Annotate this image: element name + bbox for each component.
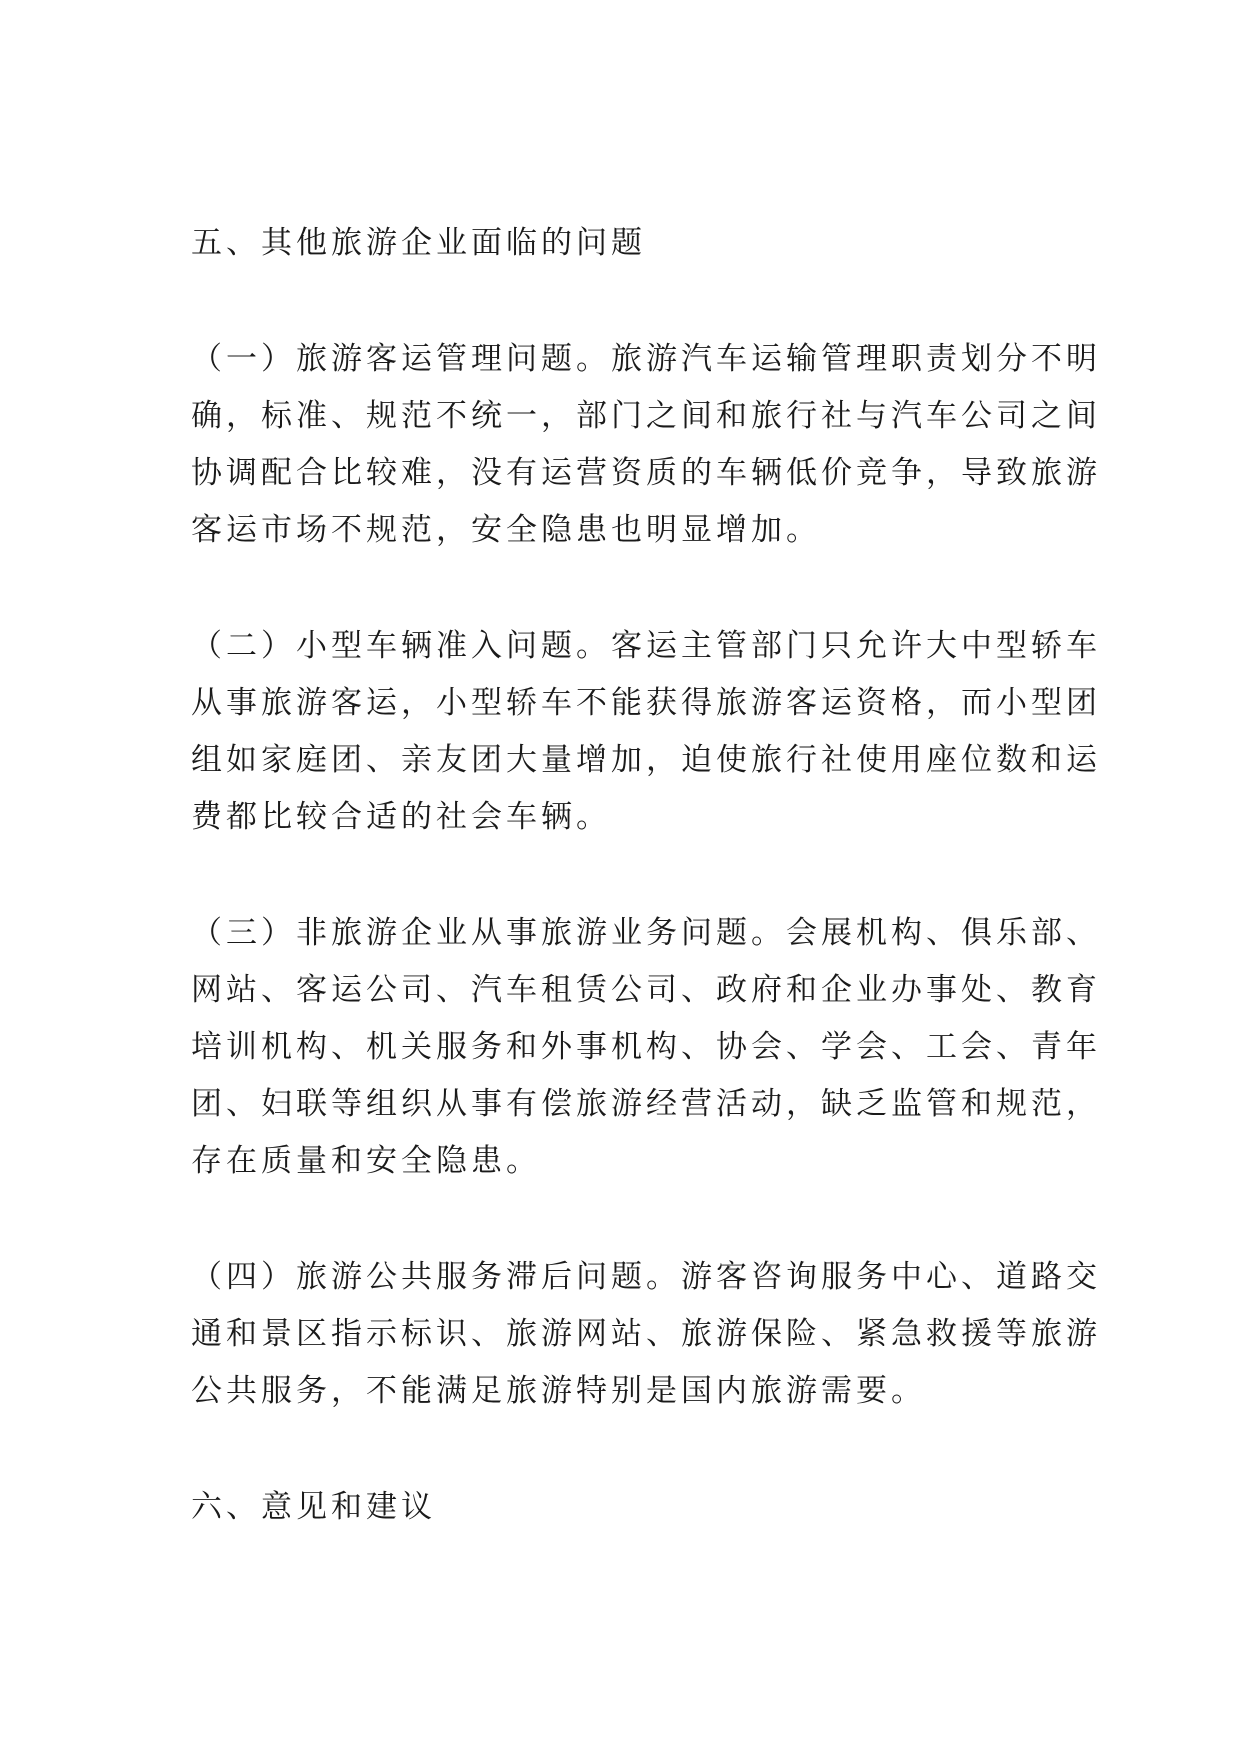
section-heading-five: 五、其他旅游企业面临的问题 [191,225,646,261]
paragraph-line: 网站、客运公司、汽车租赁公司、政府和企业办事处、教育 [191,972,1101,1008]
paragraph-line: 客运市场不规范，安全隐患也明显增加。 [191,512,821,548]
section-heading-six: 六、意见和建议 [191,1489,436,1525]
paragraph-line: （二）小型车辆准入问题。客运主管部门只允许大中型轿车 [191,628,1101,664]
paragraph-line: （一）旅游客运管理问题。旅游汽车运输管理职责划分不明 [191,341,1101,377]
paragraph-line: 协调配合比较难，没有运营资质的车辆低价竞争，导致旅游 [191,455,1101,491]
paragraph-line: （三）非旅游企业从事旅游业务问题。会展机构、俱乐部、 [191,915,1101,951]
paragraph-line: 费都比较合适的社会车辆。 [191,799,611,835]
paragraph-line: （四）旅游公共服务滞后问题。游客咨询服务中心、道路交 [191,1259,1101,1295]
paragraph-line: 通和景区指示标识、旅游网站、旅游保险、紧急救援等旅游 [191,1316,1101,1352]
paragraph-line: 从事旅游客运，小型轿车不能获得旅游客运资格，而小型团 [191,685,1101,721]
paragraph-line: 确，标准、规范不统一，部门之间和旅行社与汽车公司之间 [191,398,1101,434]
paragraph-line: 团、妇联等组织从事有偿旅游经营活动，缺乏监管和规范， [191,1086,1101,1122]
paragraph-line: 组如家庭团、亲友团大量增加，迫使旅行社使用座位数和运 [191,742,1101,778]
paragraph-line: 存在质量和安全隐患。 [191,1143,541,1179]
paragraph-line: 培训机构、机关服务和外事机构、协会、学会、工会、青年 [191,1029,1101,1065]
paragraph-line: 公共服务，不能满足旅游特别是国内旅游需要。 [191,1373,926,1409]
